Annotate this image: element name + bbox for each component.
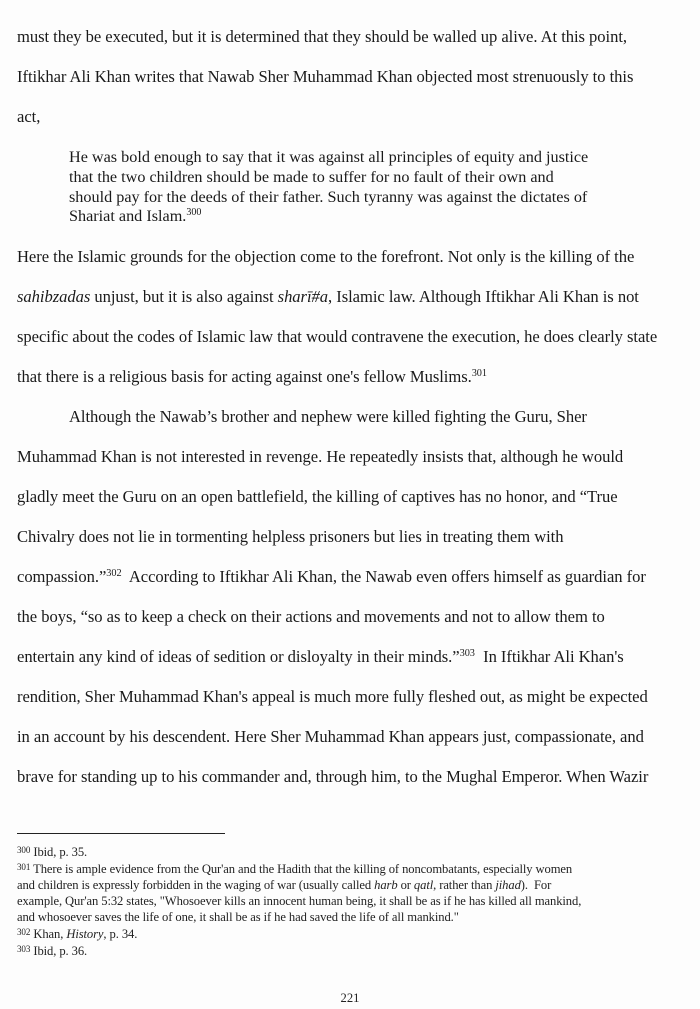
body-line: Iftikhar Ali Khan writes that Nawab Sher Muhammad Khan objected most strenuously to this	[17, 67, 634, 86]
footnote-301	[17, 861, 572, 877]
footnote-303	[17, 943, 87, 959]
body-line: Chivalry does not lie in tormenting helpless prisoners but lies in treating them with	[17, 527, 564, 546]
body-line: act,	[17, 107, 41, 126]
body-text: According to Iftikhar Ali Khan, the Nawab even offers himself as guardian for	[121, 567, 646, 586]
quote-text: Shariat and Islam.	[69, 207, 187, 225]
footnote-number: 301	[17, 861, 31, 872]
footnote-301-line: example, Qur'an 5:32 states, "Whosoever kills an innocent human being, it shall be as if he has killed all mankind,	[17, 894, 582, 908]
footnote-text: Ibid, p. 36.	[30, 944, 88, 958]
footnote-number: 302	[17, 926, 31, 937]
body-line: specific about the codes of Islamic law that would contravene the execution, he does clearly state	[17, 327, 658, 346]
quote-line: that the two children should be made to suffer for no fault of their own and	[69, 168, 554, 186]
italic-term: qatl	[413, 878, 434, 892]
body-line: must they be executed, but it is determined that they should be walled up alive. At this point,	[17, 27, 628, 46]
footnote-text: or	[397, 878, 414, 892]
body-text: that there is a religious basis for acting against one's fellow Muslims.	[17, 367, 472, 386]
footnote-302	[17, 926, 137, 942]
footnote-300	[17, 844, 87, 860]
footnote-text: Khan,	[30, 927, 67, 941]
footnote-text: ). For	[520, 878, 552, 892]
italic-term: sharī#a	[277, 287, 329, 306]
footnote-301-line: and whosoever saves the life of one, it shall be as if he had saved the life of all mankind."	[17, 910, 459, 924]
page-number: 221	[340, 991, 360, 1005]
body-text: , Islamic law. Although Iftikhar Ali Khan is not	[328, 287, 639, 306]
footnote-ref: 301	[471, 368, 487, 380]
quote-line	[69, 206, 201, 226]
footnote-301-line	[17, 877, 551, 893]
body-line: gladly meet the Guru on an open battlefield, the killing of captives has no honor, and “True	[17, 487, 618, 506]
footnote-separator	[17, 833, 225, 834]
body-line	[17, 367, 487, 387]
footnote-number: 300	[17, 844, 31, 855]
body-line: Muhammad Khan is not interested in revenge. He repeatedly insists that, although he would	[17, 447, 624, 466]
body-text: In Iftikhar Ali Khan's	[474, 647, 624, 666]
body-line	[17, 647, 624, 667]
footnote-ref: 302	[106, 568, 122, 580]
body-line: rendition, Sher Muhammad Khan's appeal is much more fully fleshed out, as might be expected	[17, 687, 648, 706]
body-line: in an account by his descendent. Here Sher Muhammad Khan appears just, compassionate, and	[17, 727, 644, 746]
body-line: Although the Nawab’s brother and nephew were killed fighting the Guru, Sher	[69, 407, 587, 426]
body-text: entertain any kind of ideas of sedition or disloyalty in their minds.”	[17, 647, 460, 666]
body-text: unjust, but it is also against	[90, 287, 278, 306]
footnote-text: , p. 34.	[103, 927, 138, 941]
footnote-ref: 300	[186, 207, 202, 219]
body-line	[17, 287, 639, 307]
body-line: Here the Islamic grounds for the objection come to the forefront. Not only is the killing of the	[17, 247, 635, 266]
footnote-text: There is ample evidence from the Qur'an and the Hadith that the killing of noncombatants, especially women	[30, 862, 573, 876]
italic-term: harb	[374, 878, 398, 892]
italic-term: sahibzadas	[17, 287, 91, 306]
italic-title: History	[66, 927, 104, 941]
footnote-number: 303	[17, 943, 31, 954]
footnote-text: and children is expressly forbidden in the waging of war (usually called	[17, 878, 375, 892]
body-text: compassion.”	[17, 567, 107, 586]
body-line	[17, 567, 646, 587]
italic-term: jihad	[495, 878, 521, 892]
footnote-text: , rather than	[433, 878, 496, 892]
quote-line: He was bold enough to say that it was against all principles of equity and justice	[69, 148, 589, 166]
body-line: brave for standing up to his commander and, through him, to the Mughal Emperor. When Wazir	[17, 767, 649, 786]
body-line: the boys, “so as to keep a check on their actions and movements and not to allow them to	[17, 607, 605, 626]
quote-line: should pay for the deeds of their father. Such tyranny was against the dictates of	[69, 188, 588, 206]
footnote-ref: 303	[459, 648, 475, 660]
footnote-text: Ibid, p. 35.	[30, 845, 88, 859]
